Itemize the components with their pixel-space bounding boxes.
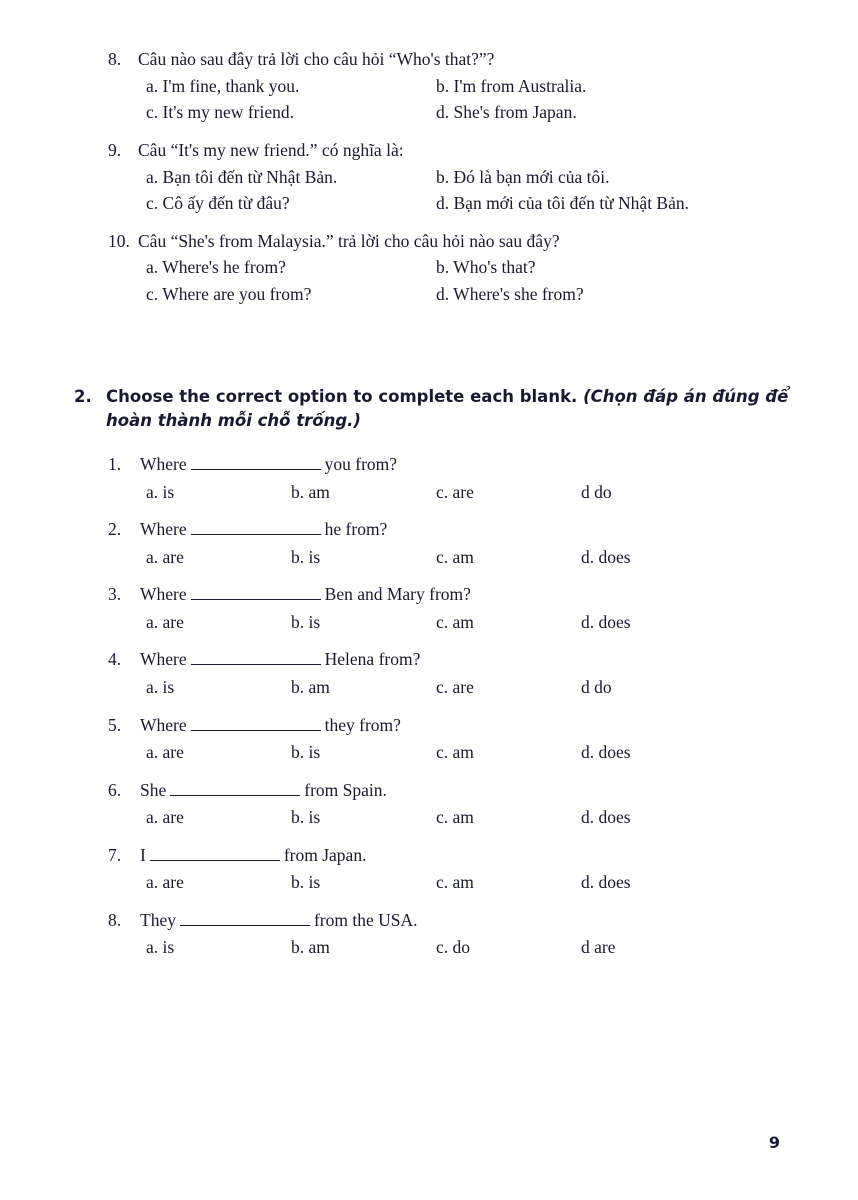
option-d[interactable]: d. does [581, 807, 631, 828]
question-number: 1. [108, 454, 122, 474]
answer-blank[interactable] [191, 648, 321, 666]
blank-question-item [108, 517, 798, 569]
sentence-before-blank: They [140, 909, 176, 930]
answer-blank[interactable] [191, 518, 321, 536]
question-number: 7. [108, 844, 122, 865]
question-options [146, 676, 798, 700]
option-b[interactable]: b. am [291, 481, 330, 502]
question-options [146, 871, 798, 895]
option-d[interactable]: d. does [581, 872, 631, 893]
option-a[interactable]: a. are [146, 807, 184, 828]
option-c[interactable]: c. It's my new friend. [146, 102, 294, 123]
question-prompt: Câu “She's from Malaysia.” trả lời cho câu hỏi nào sau đây? [138, 230, 560, 251]
question-number: 3. [108, 584, 122, 605]
option-a[interactable]: a. is [146, 937, 175, 958]
blank-question-item [108, 452, 798, 504]
option-c[interactable]: c. am [436, 611, 474, 632]
question-sentence [140, 908, 798, 933]
sentence-before-blank: Where [140, 714, 187, 735]
section-number: 2. [74, 387, 92, 406]
option-b[interactable]: b. am [291, 676, 330, 697]
question-number: 9. [108, 139, 122, 160]
question-sentence [140, 582, 798, 607]
sentence-before-blank: I [140, 844, 146, 865]
blank-question-heading [108, 713, 798, 738]
blank-question-item [108, 778, 798, 830]
option-c[interactable]: c. Where are you from? [146, 284, 312, 304]
part1-question-list [108, 48, 788, 321]
question-options [146, 546, 798, 570]
option-c[interactable]: c. am [436, 742, 474, 762]
option-d[interactable]: d. does [581, 611, 631, 632]
answer-blank[interactable] [180, 908, 310, 926]
blank-question-item [108, 647, 798, 699]
question-number: 10. [108, 230, 130, 251]
blank-question-heading [108, 647, 798, 672]
sentence-after-blank: Helena from? [324, 649, 421, 670]
answer-blank[interactable] [191, 583, 321, 601]
blank-question-item [108, 908, 798, 960]
option-d[interactable]: d do [581, 481, 612, 502]
sentence-after-blank: from the USA. [313, 909, 418, 930]
option-b[interactable]: b. is [291, 546, 321, 567]
option-a[interactable]: a. are [146, 742, 184, 762]
blank-question-item [108, 713, 798, 765]
sentence-after-blank: Ben and Mary from? [324, 584, 471, 605]
question-options [146, 166, 788, 216]
question-sentence [140, 517, 798, 542]
question-number: 8. [108, 49, 122, 69]
question-options [146, 75, 788, 125]
blank-question-heading [108, 452, 798, 477]
section-title [106, 385, 789, 433]
question-options [146, 256, 788, 306]
section-title-vi: (Chọn đáp án đúng để hoàn thành mỗi chỗ trống.) [106, 387, 789, 430]
option-b[interactable]: b. is [291, 807, 321, 828]
option-b[interactable]: b. is [291, 742, 321, 762]
question-item [108, 48, 788, 125]
question-sentence [140, 452, 798, 477]
option-c[interactable]: c. am [436, 872, 474, 893]
option-c[interactable]: c. am [436, 807, 474, 828]
answer-blank[interactable] [150, 843, 280, 861]
question-number: 2. [108, 519, 122, 540]
part2-question-list [108, 452, 798, 973]
question-sentence [140, 647, 798, 672]
sentence-before-blank: Where [140, 519, 187, 540]
question-sentence [140, 713, 798, 738]
question-options [146, 936, 798, 960]
question-heading [108, 230, 788, 254]
option-a[interactable]: a. is [146, 676, 175, 697]
option-d[interactable]: d. does [581, 742, 631, 762]
question-options [146, 611, 798, 635]
option-c[interactable]: c. am [436, 546, 474, 567]
option-a[interactable]: a. are [146, 872, 184, 893]
sentence-before-blank: Where [140, 454, 187, 474]
blank-question-item [108, 843, 798, 895]
question-prompt: Câu nào sau đây trả lời cho câu hỏi “Who's that?”? [138, 49, 495, 69]
option-a[interactable]: a. is [146, 481, 175, 502]
option-d[interactable]: d are [581, 937, 616, 958]
option-b[interactable]: b. Đó là bạn mới của tôi. [436, 166, 610, 187]
option-d[interactable]: d do [581, 676, 612, 697]
question-number: 5. [108, 714, 122, 735]
sentence-before-blank: She [140, 779, 167, 800]
question-heading [108, 139, 788, 163]
sentence-after-blank: from Spain. [304, 779, 387, 800]
option-c[interactable]: c. Cô ấy đến từ đâu? [146, 193, 290, 214]
option-b[interactable]: b. Who's that? [436, 257, 536, 278]
sentence-after-blank: they from? [324, 714, 401, 735]
sentence-before-blank: Where [140, 584, 187, 605]
option-d[interactable]: d. Where's she from? [436, 284, 584, 304]
sentence-after-blank: he from? [324, 519, 388, 540]
option-b[interactable]: b. is [291, 611, 321, 632]
question-heading [108, 48, 788, 72]
section-title-en: Choose the correct option to complete each blank. [106, 387, 584, 406]
page-number: 9 [768, 1133, 780, 1152]
option-d[interactable]: d. She's from Japan. [436, 102, 577, 123]
option-c[interactable]: c. do [436, 937, 471, 958]
option-b[interactable]: b. am [291, 937, 330, 958]
option-a[interactable]: a. are [146, 611, 184, 632]
question-options [146, 806, 798, 830]
answer-blank[interactable] [191, 452, 321, 470]
question-item [108, 139, 788, 216]
question-options [146, 741, 798, 765]
question-sentence [140, 778, 798, 803]
option-c[interactable]: c. are [436, 676, 474, 697]
answer-blank[interactable] [170, 778, 300, 796]
sentence-after-blank: from Japan. [283, 844, 367, 865]
question-number: 6. [108, 779, 122, 800]
question-item [108, 230, 788, 307]
question-sentence [140, 843, 798, 868]
blank-question-heading [108, 582, 798, 607]
question-prompt: Câu “It's my new friend.” có nghĩa là: [138, 139, 404, 160]
sentence-before-blank: Where [140, 649, 187, 670]
option-a[interactable]: a. I'm fine, thank you. [146, 75, 300, 96]
blank-question-heading [108, 517, 798, 542]
option-d[interactable]: d. Bạn mới của tôi đến từ Nhật Bản. [436, 193, 689, 214]
sentence-after-blank: you from? [324, 454, 398, 474]
option-b[interactable]: b. is [291, 872, 321, 893]
question-number: 4. [108, 649, 122, 670]
question-options [146, 481, 798, 505]
blank-question-heading [108, 778, 798, 803]
part2-heading [74, 385, 789, 433]
option-c[interactable]: c. are [436, 481, 474, 502]
option-a[interactable]: a. Bạn tôi đến từ Nhật Bản. [146, 166, 338, 187]
question-number: 8. [108, 909, 122, 930]
blank-question-item [108, 582, 798, 634]
blank-question-heading [108, 843, 798, 868]
option-b[interactable]: b. I'm from Australia. [436, 75, 587, 96]
option-d[interactable]: d. does [581, 546, 631, 567]
option-a[interactable]: a. Where's he from? [146, 257, 286, 278]
option-a[interactable]: a. are [146, 546, 184, 567]
blank-question-heading [108, 908, 798, 933]
answer-blank[interactable] [191, 713, 321, 731]
